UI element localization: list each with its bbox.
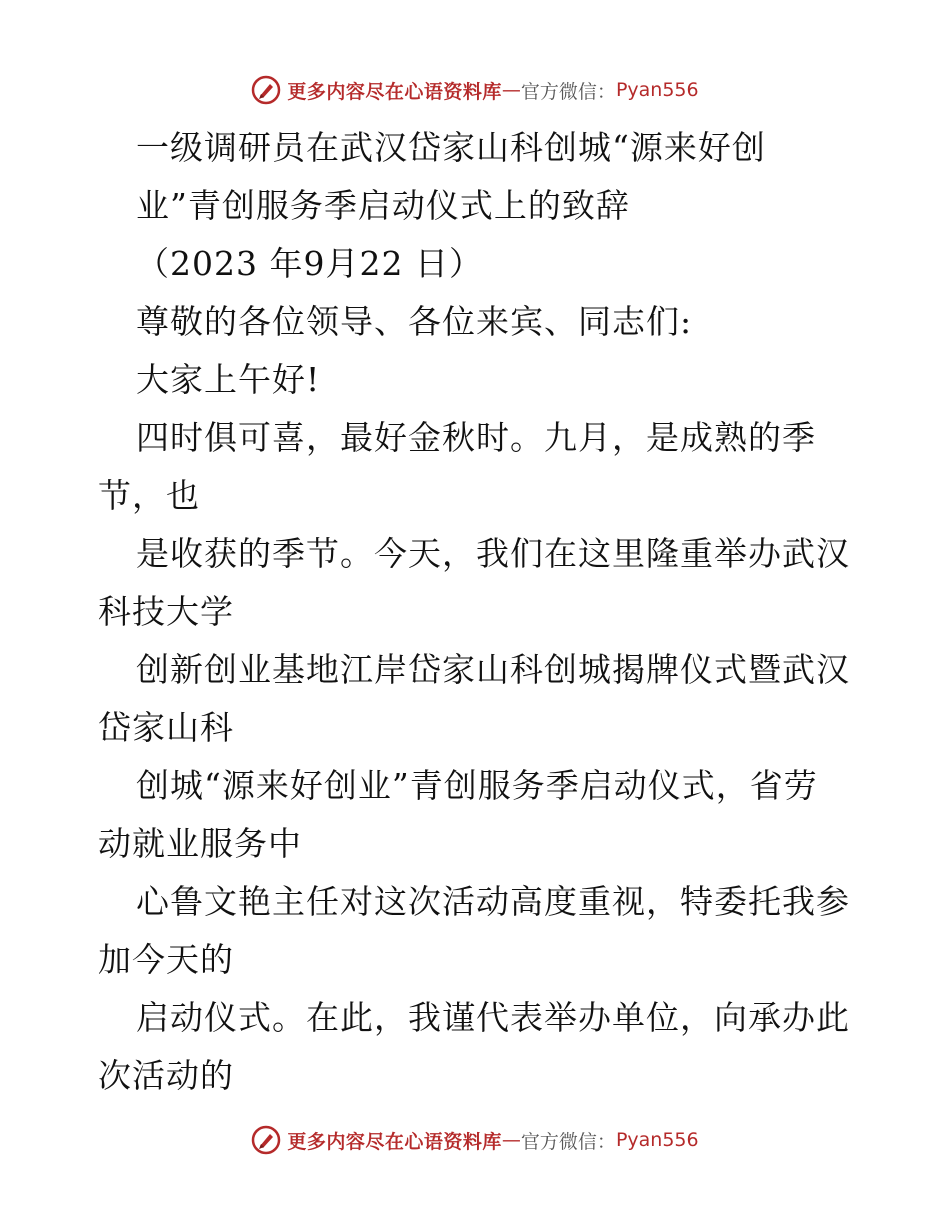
- body-line: 次活动的: [98, 1056, 234, 1095]
- banner-dash: —: [501, 79, 521, 101]
- banner-wechat-handle: Pyan556: [615, 79, 699, 101]
- header-banner: [0, 70, 950, 110]
- body-line: 节，也: [98, 476, 200, 515]
- body-line: 是收获的季节。今天，我们在这里隆重举办武汉: [136, 534, 850, 573]
- banner-wechat-label: 官方微信：: [520, 1130, 616, 1153]
- banner-dash: —: [501, 1129, 521, 1151]
- footer-banner: [0, 1120, 950, 1160]
- banner-brand-text: 更多内容尽在心语资料库: [287, 80, 502, 103]
- body-line: 四时俱可喜，最好金秋时。九月，是成熟的季: [136, 418, 816, 457]
- document-title-line-1: 一级调研员在武汉岱家山科创城“源来好创: [136, 128, 766, 167]
- body-line: 启动仪式。在此，我谨代表举办单位，向承办此: [136, 998, 850, 1037]
- banner-brand-text: 更多内容尽在心语资料库: [287, 1130, 502, 1153]
- salutation: 尊敬的各位领导、各位来宾、同志们:: [136, 302, 693, 341]
- pen-nib-logo-icon: [251, 1125, 281, 1155]
- body-line: 岱家山科: [98, 708, 234, 747]
- document-title-line-2: 业”青创服务季启动仪式上的致辞: [136, 186, 630, 225]
- greeting: 大家上午好!: [136, 360, 321, 399]
- body-line: 创新创业基地江岸岱家山科创城揭牌仪式暨武汉: [136, 650, 850, 689]
- body-line: 创城“源来好创业”青创服务季启动仪式，省劳: [136, 766, 818, 805]
- pen-nib-logo-icon: [251, 75, 281, 105]
- body-line: 科技大学: [98, 592, 234, 631]
- banner-wechat-handle: Pyan556: [615, 1129, 699, 1151]
- document-date: （2023 年9月22 日）: [136, 244, 483, 283]
- body-line: 心鲁文艳主任对这次活动高度重视，特委托我参: [136, 882, 850, 921]
- body-line: 动就业服务中: [98, 824, 302, 863]
- body-line: 加今天的: [98, 940, 234, 979]
- banner-wechat-label: 官方微信：: [520, 80, 616, 103]
